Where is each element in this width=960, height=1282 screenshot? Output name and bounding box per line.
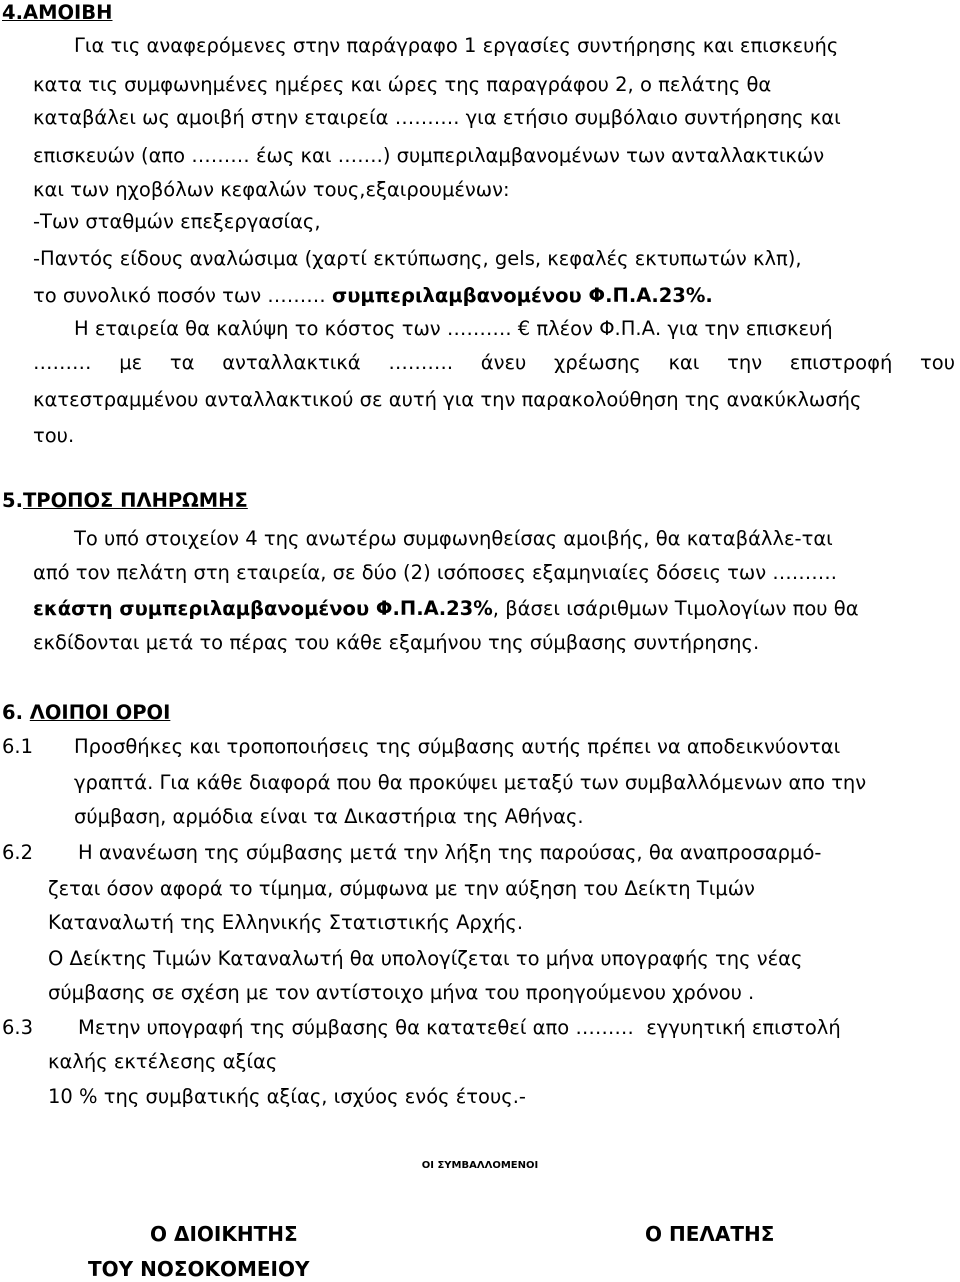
section-5-line-2: από τον πελάτη στη εταιρεία, σε δύο (2) ισόποσες εξαμηνιαίες δόσεις των ………. xyxy=(33,561,837,584)
clause-6-1-line-1: Προσθήκες και τροποποιήσεις της σύμβασης αυτής πρέπει να αποδεικνύονται xyxy=(74,735,841,758)
section-4-line-7: -Παντός είδους αναλώσιμα (χαρτί εκτύπωσης, gels, κεφαλές εκτυπωτών κλπ), xyxy=(33,247,802,270)
clause-6-2-line-5: σύμβασης σε σχέση με τον αντίστοιχο μήνα του προηγούμενου χρόνου . xyxy=(48,981,755,1004)
section-6-title: ΛΟΙΠΟΙ ΟΡΟΙ xyxy=(29,701,171,724)
signatures-title: ΟΙ ΣΥΜΒΑΛΛΟΜΕΝΟΙ xyxy=(421,1160,539,1171)
clause-6-3-line-3: 10 % της συμβατικής αξίας, ισχύος ενός έτους.- xyxy=(48,1085,526,1108)
section-4-line-10: ……… με τα ανταλλακτικά ………. άνευ χρέωσης και την επιστροφή του xyxy=(33,351,955,374)
installment-vat-note: εκάστη συμπεριλαμβανομένου Φ.Π.Α.23% xyxy=(33,597,493,620)
clause-6-3-line-2: καλής εκτέλεσης αξίας xyxy=(48,1050,278,1073)
section-4-line-12: του. xyxy=(33,424,75,447)
section-4-line-9: Η εταιρεία θα καλύψη το κόστος των ………. € πλέον Φ.Π.Α. για την επισκευή xyxy=(74,317,833,340)
clause-6-2-line-3: Καταναλωτή της Ελληνικής Στατιστικής Αρχής. xyxy=(48,911,524,934)
section-5-line-3-text: , βάσει ισάριθμων Τιμολογίων που θα xyxy=(492,597,859,620)
section-5-heading xyxy=(2,488,248,514)
section-4-line-8 xyxy=(33,283,713,309)
vat-inclusive-note: συμπεριλαμβανομένου Φ.Π.Α.23%. xyxy=(332,284,713,307)
clause-6-2-line-4: Ο Δείκτης Τιμών Καταναλωτή θα υπολογίζεται το μήνα υπογραφής της νέας xyxy=(48,947,803,970)
section-4-line-1: Για τις αναφερόμενες στην παράγραφο 1 εργασίες συντήρησης και επισκευής xyxy=(74,34,839,57)
section-4-line-8-text: το συνολικό ποσόν των ……… xyxy=(33,284,333,307)
clause-6-1-number: 6.1 xyxy=(2,735,34,758)
section-5-line-4: εκδίδονται μετά το πέρας του κάθε εξαμήνου της σύμβασης συντήρησης. xyxy=(33,631,760,654)
section-4-line-2: κατα τις συμφωνημένες ημέρες και ώρες της παραγράφου 2, ο πελάτης θα xyxy=(33,73,772,96)
clause-6-2-line-1: Η ανανέωση της σύμβασης μετά την λήξη της παρούσας, θα αναπροσαρμό- xyxy=(78,841,822,864)
clause-6-1-line-2: γραπτά. Για κάθε διαφορά που θα προκύψει μεταξύ των συμβαλλόμενων απο την xyxy=(74,771,867,794)
section-4-heading: 4.ΑΜΟΙΒΗ xyxy=(2,1,113,24)
clause-6-2-number: 6.2 xyxy=(2,841,34,864)
signature-left-title: Ο ΔΙΟΙΚΗΤΗΣ xyxy=(150,1222,298,1246)
section-5-title: ΤΡΟΠΟΣ ΠΛΗΡΩΜΗΣ xyxy=(22,489,248,512)
section-4-line-11: κατεστραμμένου ανταλλακτικού σε αυτή για την παρακολούθηση της ανακύκλωσής xyxy=(33,388,862,411)
section-4-line-4: επισκευών (απο ……… έως και …….) συμπεριλαμβανομένων των ανταλλακτικών xyxy=(33,144,825,167)
section-5-line-1: Το υπό στοιχείον 4 της ανωτέρω συμφωνηθείσας αμοιβής, θα καταβάλλε-ται xyxy=(74,527,833,550)
section-6-heading xyxy=(2,700,170,726)
clause-6-1-line-3: σύμβαση, αρμόδια είναι τα Δικαστήρια της Αθήνας. xyxy=(74,805,584,828)
section-5-number: 5. xyxy=(2,489,23,512)
section-5-line-3 xyxy=(33,596,859,622)
clause-6-3-line-1: Μετην υπογραφή της σύμβασης θα κατατεθεί απο ……… εγγυητική επιστολή xyxy=(78,1016,841,1039)
section-4-line-6: -Των σταθμών επεξεργασίας, xyxy=(33,210,321,233)
signature-right-title: Ο ΠΕΛΑΤΗΣ xyxy=(645,1222,775,1246)
clause-6-2-line-2: ζεται όσον αφορά το τίμημα, σύμφωνα με την αύξηση του Δείκτη Τιμών xyxy=(48,877,755,900)
clause-6-3-number: 6.3 xyxy=(2,1016,34,1039)
section-4-line-3: καταβάλει ως αμοιβή στην εταιρεία ………. για ετήσιο συμβόλαιο συντήρησης και xyxy=(33,106,841,129)
section-4-line-5: και των ηχοβόλων κεφαλών τους,εξαιρουμένων: xyxy=(33,178,510,201)
section-6-number: 6. xyxy=(2,701,30,724)
signature-left-subtitle: ΤΟΥ ΝΟΣΟΚΟΜΕΙΟΥ xyxy=(88,1257,310,1281)
